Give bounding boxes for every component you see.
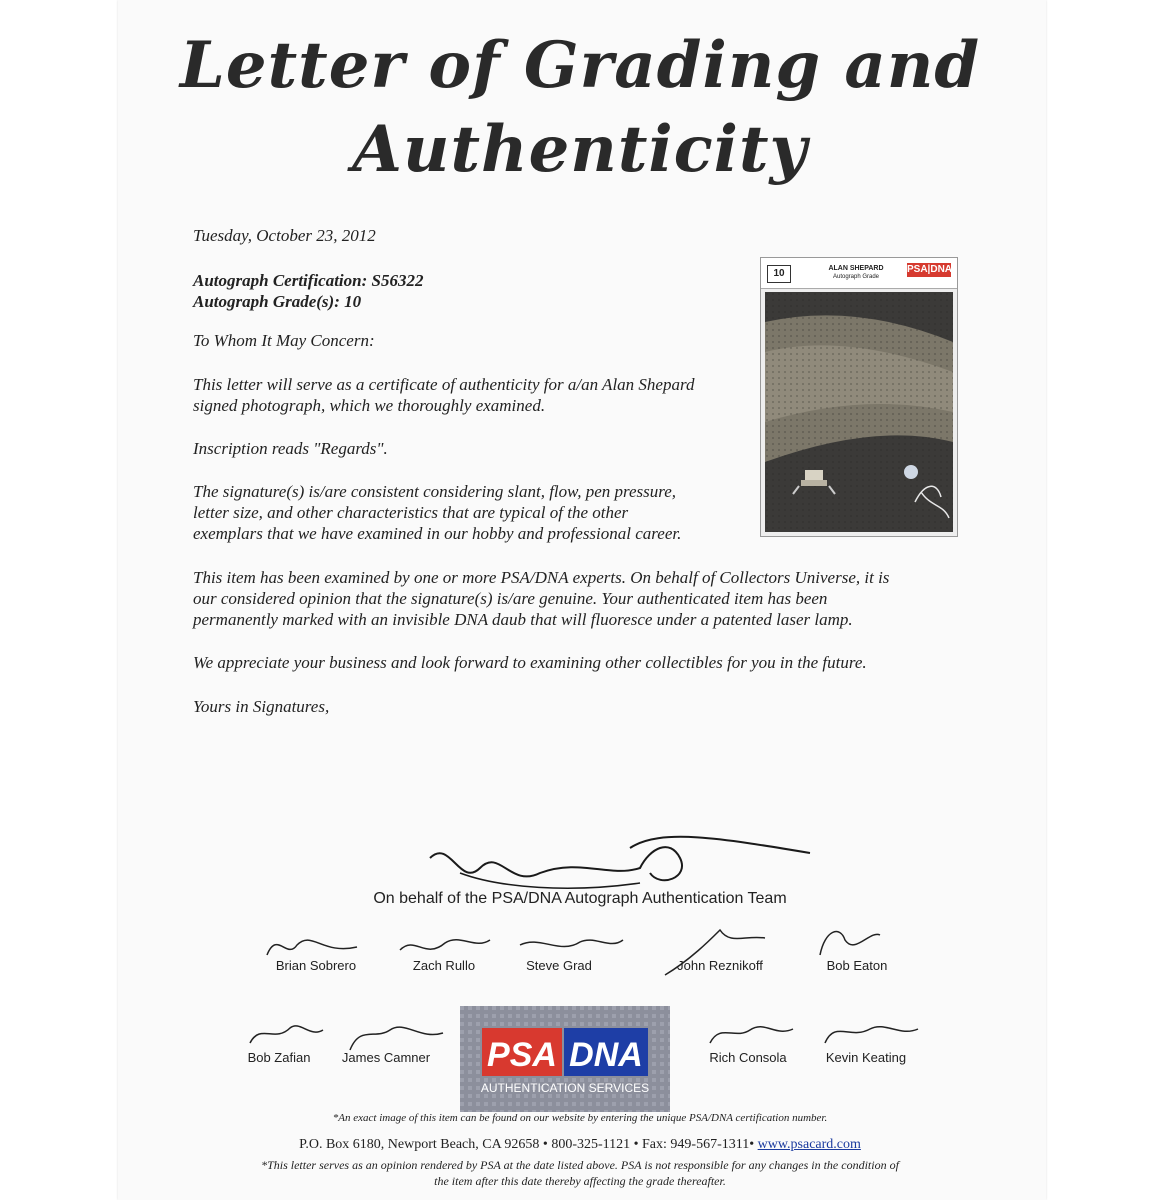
- disclaimer-line-2: the item after this date thereby affecting the grade thereafter.: [434, 1174, 726, 1188]
- certification-number: Autograph Certification: S56322: [193, 271, 424, 290]
- name-kevin-keating: Kevin Keating: [825, 1050, 907, 1065]
- name-rich-consola: Rich Consola: [709, 1050, 787, 1065]
- slab-grade: 10: [767, 265, 791, 283]
- paragraph-3-line-3: permanently marked with an invisible DNA daub that will fluoresce under a patented laser lamp.: [193, 610, 853, 629]
- name-steve-grad: Steve Grad: [526, 958, 592, 973]
- paragraph-3-line-1: This item has been examined by one or more PSA/DNA experts. On behalf of Collectors Universe, it is: [193, 568, 890, 587]
- salutation: To Whom It May Concern:: [193, 331, 375, 350]
- address-line: [0, 1137, 1160, 1153]
- letter-date: Tuesday, October 23, 2012: [193, 226, 376, 245]
- paragraph-2-line-2: letter size, and other characteristics that are typical of the other: [193, 503, 629, 522]
- closing: Yours in Signatures,: [193, 697, 330, 716]
- name-brian-sobrero: Brian Sobrero: [275, 958, 357, 973]
- name-zach-rullo: Zach Rullo: [412, 958, 476, 973]
- name-james-camner: James Camner: [341, 1050, 431, 1065]
- inscription: Inscription reads "Regards".: [193, 439, 388, 458]
- logo-services-text: AUTHENTICATION SERVICES: [480, 1081, 650, 1095]
- signature-kevin-keating: [820, 1015, 920, 1055]
- name-john-reznikoff: John Reznikoff: [677, 958, 763, 973]
- footnote: *An exact image of this item can be found on our website by entering the unique PSA/DNA certification number.: [332, 1112, 828, 1124]
- slab-subtitle: Autograph Grade: [832, 274, 880, 280]
- disclaimer: [190, 1157, 970, 1189]
- paragraph-4: We appreciate your business and look forward to examining other collectibles for you in the future.: [193, 653, 867, 672]
- title-line-1: Letter of Grading and: [179, 28, 981, 103]
- disclaimer-line-1: *This letter serves as an opinion rendered by PSA at the date listed above. PSA is not responsible for any changes in the condition of: [261, 1158, 899, 1172]
- team-caption: On behalf of the PSA/DNA Autograph Authentication Team: [373, 890, 787, 907]
- name-bob-zafian: Bob Zafian: [247, 1050, 311, 1065]
- psa-dna-logo: [460, 1006, 670, 1112]
- paragraph-1-line-1: This letter will serve as a certificate of authenticity for a/an Alan Shepard: [193, 375, 695, 394]
- slab-logo: PSA|DNA: [907, 264, 953, 275]
- signature-bob-zafian: [245, 1018, 325, 1053]
- slab-name: ALAN SHEPARD: [828, 265, 884, 272]
- paragraph-3-line-2: our considered opinion that the signature(s) is/are genuine. Your authenticated item has been: [193, 589, 828, 608]
- paragraph-2-line-1: The signature(s) is/are consistent considering slant, flow, pen pressure,: [193, 482, 677, 501]
- slab-label: [761, 258, 957, 289]
- signature-rich-consola: [705, 1015, 795, 1055]
- logo-psa-text: PSA: [487, 1036, 557, 1074]
- address-text: P.O. Box 6180, Newport Beach, CA 92658 • 800-325-1121 • Fax: 949-567-1311•: [299, 1137, 755, 1152]
- name-bob-eaton: Bob Eaton: [826, 958, 888, 973]
- autograph-grade: Autograph Grade(s): 10: [193, 292, 362, 311]
- website-link[interactable]: www.psacard.com: [757, 1137, 861, 1152]
- slabbed-photo: [760, 257, 958, 537]
- paragraph-2-line-3: exemplars that we have examined in our hobby and professional career.: [193, 524, 682, 543]
- moon-photo: [765, 292, 953, 532]
- paragraph-1-line-2: signed photograph, which we thoroughly examined.: [193, 396, 546, 415]
- title-line-2: Authenticity: [352, 112, 808, 187]
- signature-john-reznikoff: [660, 920, 770, 985]
- logo-dna-text: DNA: [569, 1036, 643, 1074]
